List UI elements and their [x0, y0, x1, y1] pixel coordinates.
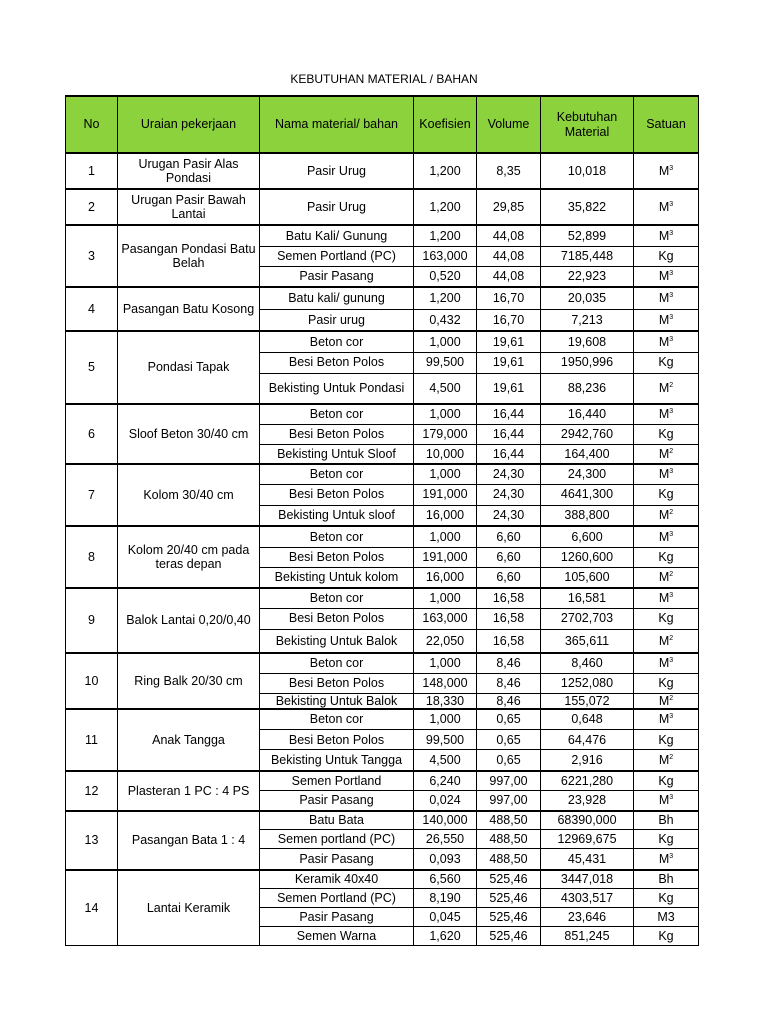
material-requirement: 851,245: [541, 927, 634, 946]
volume: 997,00: [477, 771, 541, 791]
unit-exponent: 3: [669, 468, 674, 476]
unit-base: Kg: [658, 426, 674, 441]
material-name: Besi Beton Polos: [260, 424, 414, 444]
volume: 16,70: [477, 287, 541, 309]
table-row: [66, 189, 699, 225]
unit-exponent: 3: [669, 164, 674, 172]
work-description: Sloof Beton 30/40 cm: [118, 404, 260, 464]
coefficient: 1,200: [414, 287, 477, 309]
material-name: Bekisting Untuk Tangga: [260, 750, 414, 771]
coefficient: 163,000: [414, 608, 477, 629]
volume: 525,46: [477, 870, 541, 889]
unit: [634, 547, 699, 567]
material-table: [65, 95, 699, 946]
header-no: No: [66, 96, 118, 153]
unit-base: Kg: [658, 675, 674, 690]
coefficient: 163,000: [414, 246, 477, 266]
coefficient: 1,200: [414, 153, 477, 189]
table-row: [66, 588, 699, 608]
coefficient: 18,330: [414, 693, 477, 709]
coefficient: 1,000: [414, 588, 477, 608]
coefficient: 1,000: [414, 464, 477, 484]
volume: 44,08: [477, 246, 541, 266]
volume: 24,30: [477, 505, 541, 526]
unit: [634, 608, 699, 629]
unit: [634, 526, 699, 547]
unit-base: M: [658, 446, 670, 461]
material-name: Besi Beton Polos: [260, 730, 414, 750]
material-requirement: 4641,300: [541, 484, 634, 505]
unit: [634, 653, 699, 673]
coefficient: 0,024: [414, 791, 477, 811]
unit-base: M: [658, 163, 670, 178]
table-row: [66, 331, 699, 352]
volume: 16,44: [477, 444, 541, 464]
unit: [634, 927, 699, 946]
material-requirement: 7185,448: [541, 246, 634, 266]
volume: 16,58: [477, 608, 541, 629]
coefficient: 6,240: [414, 771, 477, 791]
unit: [634, 309, 699, 331]
material-name: Beton cor: [260, 709, 414, 730]
coefficient: 0,093: [414, 849, 477, 870]
coefficient: 99,500: [414, 352, 477, 373]
material-name: Beton cor: [260, 331, 414, 352]
volume: 19,61: [477, 331, 541, 352]
material-requirement: 64,476: [541, 730, 634, 750]
unit-base: M: [658, 693, 670, 708]
unit-base: M: [658, 633, 670, 648]
coefficient: 1,000: [414, 404, 477, 424]
material-requirement: 164,400: [541, 444, 634, 464]
unit-base: M: [658, 199, 670, 214]
unit: [634, 849, 699, 870]
coefficient: 22,050: [414, 629, 477, 653]
material-name: Besi Beton Polos: [260, 673, 414, 693]
unit: [634, 189, 699, 225]
coefficient: 1,000: [414, 709, 477, 730]
unit-base: M: [658, 508, 670, 523]
item-number: 1: [66, 153, 118, 189]
material-requirement: 45,431: [541, 849, 634, 870]
material-name: Pasir Pasang: [260, 849, 414, 870]
volume: 44,08: [477, 225, 541, 246]
material-requirement: 2,916: [541, 750, 634, 771]
volume: 19,61: [477, 373, 541, 404]
volume: 16,44: [477, 424, 541, 444]
unit-base: M: [658, 269, 670, 284]
unit: [634, 424, 699, 444]
volume: 488,50: [477, 811, 541, 830]
coefficient: 0,045: [414, 908, 477, 927]
material-name: Keramik 40x40: [260, 870, 414, 889]
unit: [634, 246, 699, 266]
unit-exponent: 2: [669, 753, 674, 761]
material-name: Beton cor: [260, 588, 414, 608]
volume: 44,08: [477, 266, 541, 287]
volume: 29,85: [477, 189, 541, 225]
volume: 488,50: [477, 849, 541, 870]
unit-base: M: [658, 312, 670, 327]
material-name: Beton cor: [260, 404, 414, 424]
unit-base: Bh: [658, 872, 674, 887]
unit: [634, 225, 699, 246]
unit-base: M: [658, 291, 670, 306]
unit-base: Kg: [658, 891, 674, 906]
coefficient: 0,520: [414, 266, 477, 287]
unit-base: M3: [657, 910, 675, 925]
unit-exponent: 3: [669, 200, 674, 208]
unit-base: M: [658, 793, 670, 808]
material-name: Pasir Pasang: [260, 266, 414, 287]
coefficient: 1,000: [414, 331, 477, 352]
unit: [634, 464, 699, 484]
material-requirement: 4303,517: [541, 889, 634, 908]
material-requirement: 105,600: [541, 567, 634, 588]
volume: 8,46: [477, 653, 541, 673]
material-requirement: 35,822: [541, 189, 634, 225]
item-number: 12: [66, 771, 118, 811]
volume: 16,70: [477, 309, 541, 331]
work-description: Urugan Pasir Bawah Lantai: [118, 189, 260, 225]
table-row: [66, 526, 699, 547]
unit-exponent: 2: [669, 447, 674, 455]
material-name: Besi Beton Polos: [260, 352, 414, 373]
material-requirement: 12969,675: [541, 830, 634, 849]
unit: [634, 693, 699, 709]
material-requirement: 23,646: [541, 908, 634, 927]
material-name: Semen Portland (PC): [260, 889, 414, 908]
material-name: Beton cor: [260, 464, 414, 484]
unit: [634, 287, 699, 309]
unit: [634, 750, 699, 771]
work-description: Ring Balk 20/30 cm: [118, 653, 260, 709]
unit-base: Bh: [658, 813, 674, 828]
material-name: Batu Bata: [260, 811, 414, 830]
unit-base: M: [658, 467, 670, 482]
unit: [634, 484, 699, 505]
unit-exponent: 3: [669, 713, 674, 721]
work-description: Pasangan Batu Kosong: [118, 287, 260, 331]
material-name: Semen portland (PC): [260, 830, 414, 849]
unit: [634, 153, 699, 189]
unit-base: M: [658, 228, 670, 243]
unit-base: Kg: [658, 611, 674, 626]
volume: 0,65: [477, 709, 541, 730]
table-row: [66, 287, 699, 309]
unit-exponent: 2: [669, 509, 674, 517]
coefficient: 191,000: [414, 547, 477, 567]
unit-base: Kg: [658, 832, 674, 847]
volume: 16,58: [477, 629, 541, 653]
material-requirement: 1260,600: [541, 547, 634, 567]
material-name: Besi Beton Polos: [260, 547, 414, 567]
item-number: 8: [66, 526, 118, 588]
header-kebutuhan: Kebutuhan Material: [541, 96, 634, 153]
coefficient: 1,000: [414, 526, 477, 547]
header-uraian: Uraian pekerjaan: [118, 96, 260, 153]
item-number: 3: [66, 225, 118, 287]
material-requirement: 3447,018: [541, 870, 634, 889]
item-number: 7: [66, 464, 118, 526]
unit-exponent: 3: [669, 229, 674, 237]
unit-base: M: [658, 712, 670, 727]
unit: [634, 771, 699, 791]
material-requirement: 23,928: [541, 791, 634, 811]
material-name: Bekisting Untuk sloof: [260, 505, 414, 526]
unit: [634, 331, 699, 352]
material-requirement: 19,608: [541, 331, 634, 352]
unit: [634, 629, 699, 653]
table-header-row: [66, 96, 699, 153]
material-requirement: 2702,703: [541, 608, 634, 629]
unit: [634, 870, 699, 889]
unit: [634, 673, 699, 693]
material-name: Semen Warna: [260, 927, 414, 946]
volume: 525,46: [477, 908, 541, 927]
work-description: Balok Lantai 0,20/0,40: [118, 588, 260, 653]
volume: 16,44: [477, 404, 541, 424]
material-name: Pasir Urug: [260, 153, 414, 189]
unit-exponent: 3: [669, 592, 674, 600]
material-requirement: 1252,080: [541, 673, 634, 693]
volume: 8,46: [477, 693, 541, 709]
material-name: Pasir Urug: [260, 189, 414, 225]
coefficient: 4,500: [414, 750, 477, 771]
unit-base: Kg: [658, 773, 674, 788]
table-row: [66, 464, 699, 484]
coefficient: 6,560: [414, 870, 477, 889]
work-description: Lantai Keramik: [118, 870, 260, 946]
item-number: 9: [66, 588, 118, 653]
unit: [634, 908, 699, 927]
material-name: Besi Beton Polos: [260, 608, 414, 629]
unit-base: Kg: [658, 549, 674, 564]
unit-exponent: 3: [669, 794, 674, 802]
volume: 8,35: [477, 153, 541, 189]
unit-base: M: [658, 851, 670, 866]
material-name: Bekisting Untuk Pondasi: [260, 373, 414, 404]
material-requirement: 16,440: [541, 404, 634, 424]
material-requirement: 52,899: [541, 225, 634, 246]
material-name: Batu kali/ gunung: [260, 287, 414, 309]
material-requirement: 1950,996: [541, 352, 634, 373]
unit: [634, 889, 699, 908]
unit: [634, 266, 699, 287]
unit-exponent: 3: [669, 657, 674, 665]
unit-exponent: 3: [669, 270, 674, 278]
item-number: 14: [66, 870, 118, 946]
item-number: 4: [66, 287, 118, 331]
volume: 997,00: [477, 791, 541, 811]
unit-exponent: 3: [669, 335, 674, 343]
material-name: Pasir urug: [260, 309, 414, 331]
unit-base: M: [658, 334, 670, 349]
coefficient: 1,620: [414, 927, 477, 946]
material-requirement: 365,611: [541, 629, 634, 653]
unit: [634, 791, 699, 811]
work-description: Pasangan Bata 1 : 4: [118, 811, 260, 870]
unit-base: M: [658, 529, 670, 544]
unit: [634, 567, 699, 588]
material-requirement: 155,072: [541, 693, 634, 709]
unit-exponent: 3: [669, 852, 674, 860]
coefficient: 26,550: [414, 830, 477, 849]
work-description: Kolom 20/40 cm pada teras depan: [118, 526, 260, 588]
volume: 6,60: [477, 526, 541, 547]
material-name: Pasir Pasang: [260, 791, 414, 811]
coefficient: 16,000: [414, 505, 477, 526]
material-name: Beton cor: [260, 653, 414, 673]
unit-base: M: [658, 570, 670, 585]
unit-base: M: [658, 656, 670, 671]
work-description: Pasangan Pondasi Batu Belah: [118, 225, 260, 287]
item-number: 6: [66, 404, 118, 464]
coefficient: 1,200: [414, 189, 477, 225]
unit-base: Kg: [658, 355, 674, 370]
unit: [634, 830, 699, 849]
unit: [634, 730, 699, 750]
material-name: Batu Kali/ Gunung: [260, 225, 414, 246]
material-name: Bekisting Untuk Balok: [260, 629, 414, 653]
material-requirement: 20,035: [541, 287, 634, 309]
header-koefisien: Koefisien: [414, 96, 477, 153]
unit-base: Kg: [658, 732, 674, 747]
unit-exponent: 2: [669, 694, 674, 702]
material-requirement: 22,923: [541, 266, 634, 287]
table-row: [66, 870, 699, 889]
coefficient: 179,000: [414, 424, 477, 444]
volume: 24,30: [477, 484, 541, 505]
unit: [634, 373, 699, 404]
unit: [634, 811, 699, 830]
material-requirement: 7,213: [541, 309, 634, 331]
coefficient: 4,500: [414, 373, 477, 404]
work-description: Plasteran 1 PC : 4 PS: [118, 771, 260, 811]
material-requirement: 0,648: [541, 709, 634, 730]
coefficient: 1,200: [414, 225, 477, 246]
coefficient: 140,000: [414, 811, 477, 830]
material-requirement: 24,300: [541, 464, 634, 484]
material-name: Semen Portland (PC): [260, 246, 414, 266]
header-volume: Volume: [477, 96, 541, 153]
material-name: Semen Portland: [260, 771, 414, 791]
table-row: [66, 653, 699, 673]
work-description: Kolom 30/40 cm: [118, 464, 260, 526]
unit: [634, 404, 699, 424]
coefficient: 0,432: [414, 309, 477, 331]
header-material: Nama material/ bahan: [260, 96, 414, 153]
item-number: 13: [66, 811, 118, 870]
unit-exponent: 2: [669, 634, 674, 642]
material-name: Besi Beton Polos: [260, 484, 414, 505]
unit-base: Kg: [658, 487, 674, 502]
coefficient: 10,000: [414, 444, 477, 464]
work-description: Pondasi Tapak: [118, 331, 260, 404]
unit-exponent: 3: [669, 313, 674, 321]
material-requirement: 6,600: [541, 526, 634, 547]
coefficient: 99,500: [414, 730, 477, 750]
material-name: Bekisting Untuk kolom: [260, 567, 414, 588]
unit-base: Kg: [658, 929, 674, 944]
unit-base: M: [658, 381, 670, 396]
unit-exponent: 2: [669, 382, 674, 390]
volume: 488,50: [477, 830, 541, 849]
volume: 6,60: [477, 547, 541, 567]
work-description: Anak Tangga: [118, 709, 260, 771]
material-name: Bekisting Untuk Sloof: [260, 444, 414, 464]
unit-exponent: 2: [669, 571, 674, 579]
work-description: Urugan Pasir Alas Pondasi: [118, 153, 260, 189]
coefficient: 16,000: [414, 567, 477, 588]
item-number: 10: [66, 653, 118, 709]
coefficient: 1,000: [414, 653, 477, 673]
volume: 16,58: [477, 588, 541, 608]
volume: 525,46: [477, 889, 541, 908]
table-row: [66, 709, 699, 730]
table-row: [66, 153, 699, 189]
unit-exponent: 3: [669, 292, 674, 300]
coefficient: 191,000: [414, 484, 477, 505]
unit-base: M: [658, 407, 670, 422]
unit-base: M: [658, 752, 670, 767]
table-body: [66, 153, 699, 946]
material-name: Pasir Pasang: [260, 908, 414, 927]
item-number: 5: [66, 331, 118, 404]
document-title: KEBUTUHAN MATERIAL / BAHAN: [290, 72, 478, 86]
table-row: [66, 404, 699, 424]
unit: [634, 709, 699, 730]
material-requirement: 16,581: [541, 588, 634, 608]
unit: [634, 352, 699, 373]
coefficient: 8,190: [414, 889, 477, 908]
item-number: 11: [66, 709, 118, 771]
material-requirement: 88,236: [541, 373, 634, 404]
unit-base: Kg: [658, 248, 674, 263]
unit-base: M: [658, 591, 670, 606]
table-row: [66, 771, 699, 791]
material-requirement: 10,018: [541, 153, 634, 189]
material-requirement: 388,800: [541, 505, 634, 526]
material-requirement: 6221,280: [541, 771, 634, 791]
volume: 525,46: [477, 927, 541, 946]
material-name: Beton cor: [260, 526, 414, 547]
unit: [634, 588, 699, 608]
volume: 6,60: [477, 567, 541, 588]
unit-exponent: 3: [669, 408, 674, 416]
unit-exponent: 3: [669, 530, 674, 538]
item-number: 2: [66, 189, 118, 225]
material-name: Bekisting Untuk Balok: [260, 693, 414, 709]
unit: [634, 444, 699, 464]
volume: 8,46: [477, 673, 541, 693]
material-requirement: 8,460: [541, 653, 634, 673]
material-requirement: 2942,760: [541, 424, 634, 444]
volume: 24,30: [477, 464, 541, 484]
volume: 0,65: [477, 730, 541, 750]
coefficient: 148,000: [414, 673, 477, 693]
unit: [634, 505, 699, 526]
volume: 19,61: [477, 352, 541, 373]
material-requirement: 68390,000: [541, 811, 634, 830]
table-row: [66, 225, 699, 246]
table-row: [66, 811, 699, 830]
volume: 0,65: [477, 750, 541, 771]
header-satuan: Satuan: [634, 96, 699, 153]
